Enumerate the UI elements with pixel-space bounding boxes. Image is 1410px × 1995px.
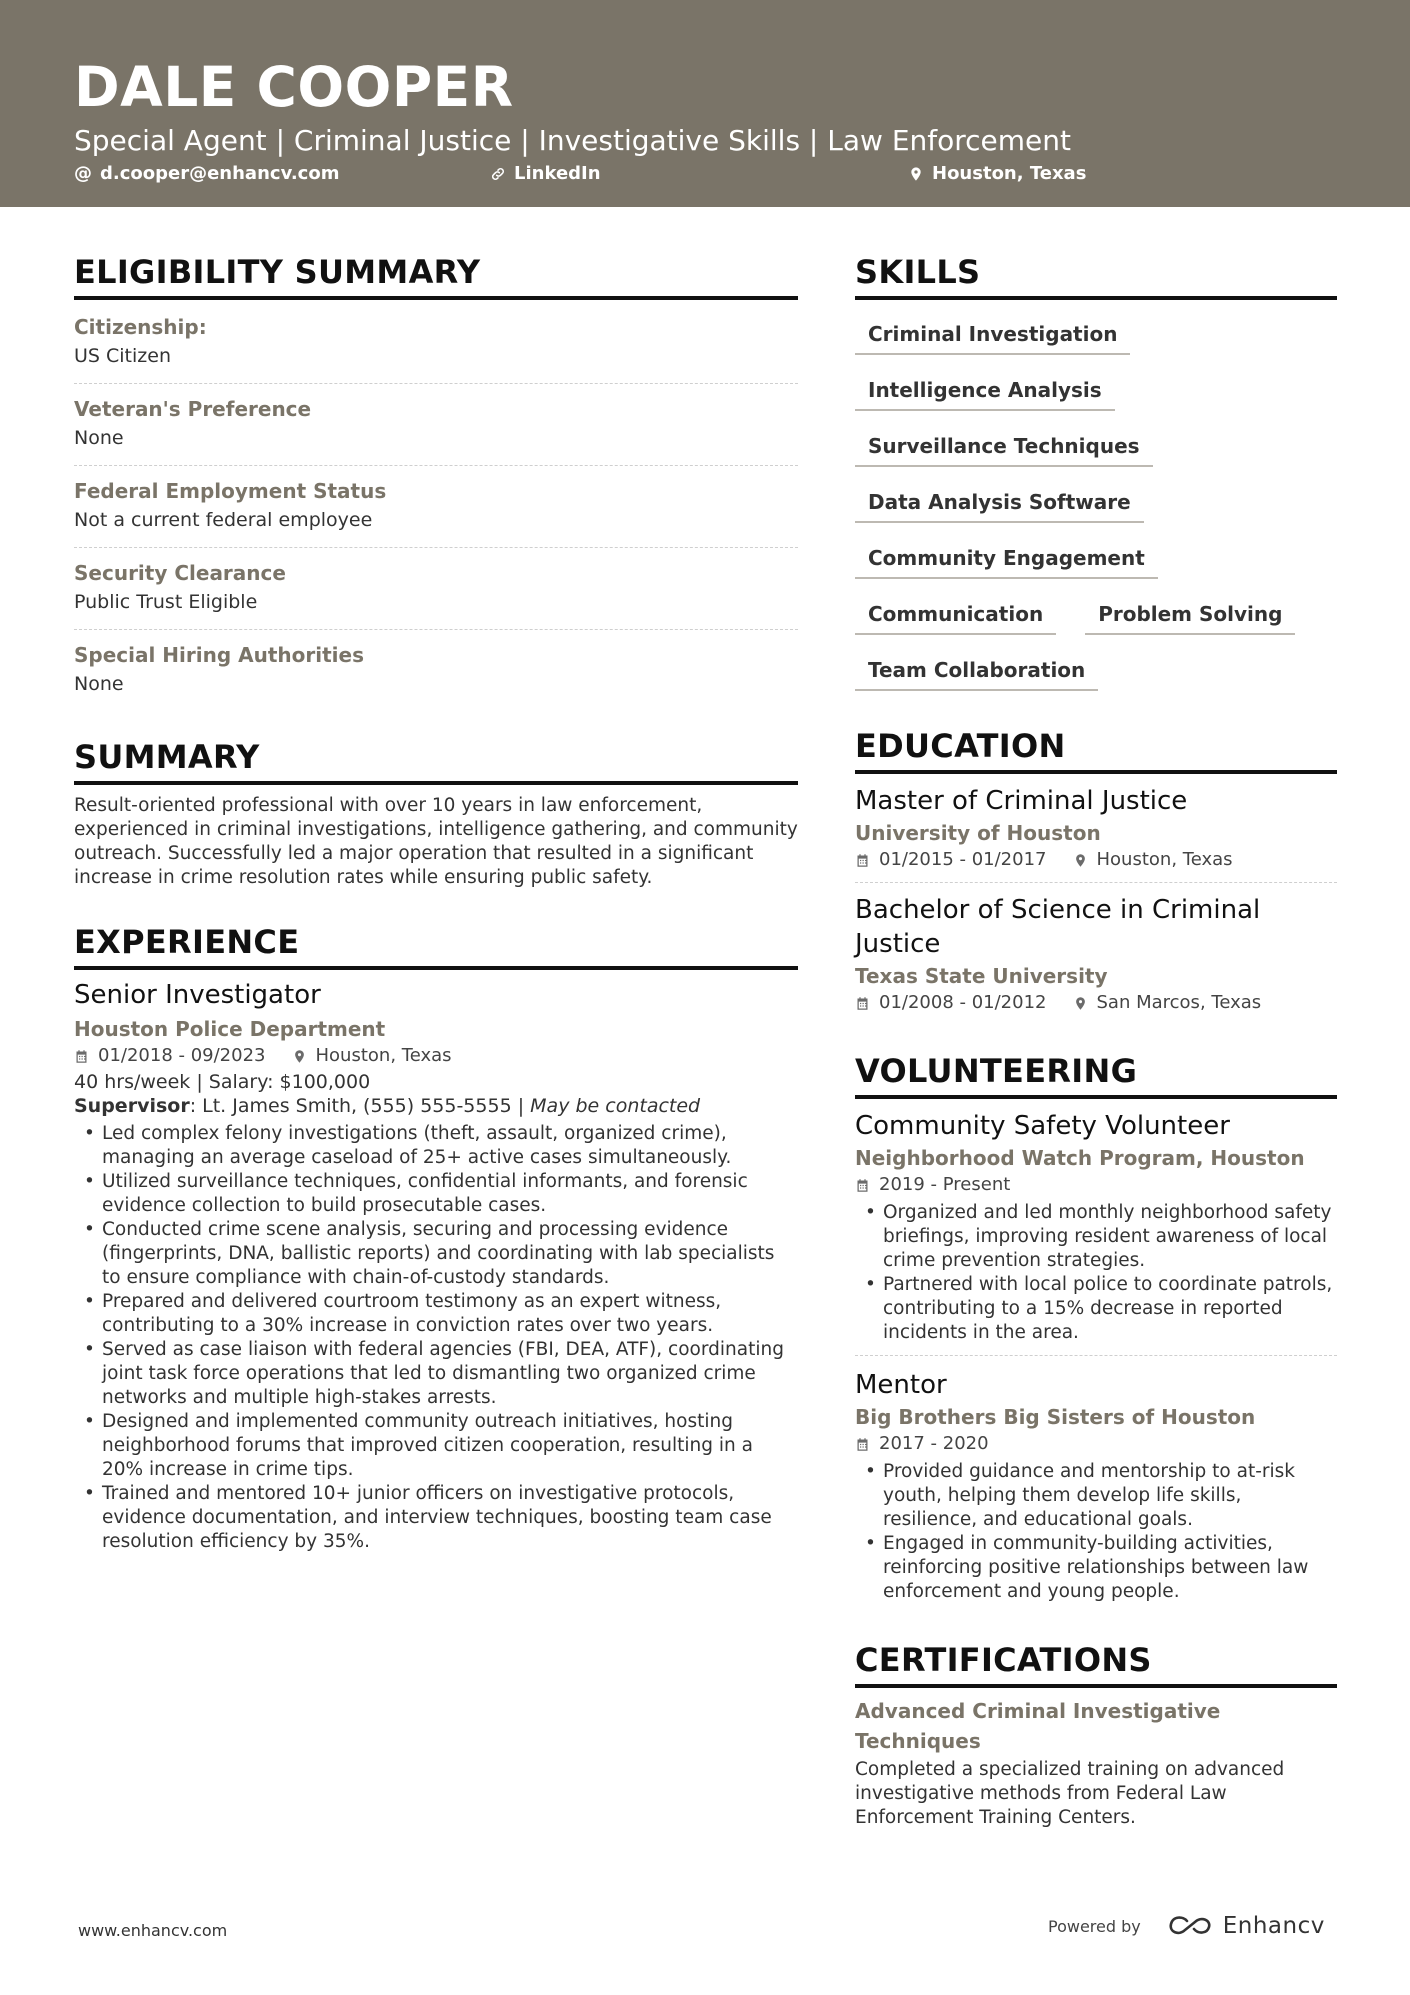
powered-by-text: Powered by xyxy=(1048,1916,1141,1936)
section-title: EXPERIENCE xyxy=(74,922,798,970)
certifications-section xyxy=(855,1640,1337,1830)
supervisor-label: Supervisor xyxy=(74,1095,190,1117)
education-section xyxy=(855,726,1337,1025)
eligibility-item xyxy=(74,548,798,630)
eligibility-item xyxy=(74,384,798,466)
email-text: d.cooper@enhancv.com xyxy=(100,163,340,184)
calendar-icon xyxy=(855,1437,870,1452)
certification-text: Completed a specialized training on advanced investigative methods from Federal Law Enforcement Training Centers. xyxy=(855,1759,1285,1828)
education-location: San Marcos, Texas xyxy=(1096,992,1262,1013)
education-item xyxy=(855,889,1337,1025)
experience-section xyxy=(74,922,798,1554)
education-item xyxy=(855,780,1337,883)
education-dates: 01/2015 - 01/2017 xyxy=(879,849,1047,870)
volunteer-dates: 2019 - Present xyxy=(879,1174,1011,1195)
skills-list xyxy=(855,300,1337,702)
skill-tag: Problem Solving xyxy=(1085,594,1295,635)
education-dates: 01/2008 - 01/2012 xyxy=(879,992,1047,1013)
eligibility-label: Special Hiring Authorities xyxy=(74,643,364,667)
volunteer-org: Neighborhood Watch Program, Houston xyxy=(855,1146,1305,1170)
certification-name: Advanced Criminal Investigative Techniques xyxy=(855,1699,1221,1753)
eligibility-value: None xyxy=(74,673,124,695)
candidate-title: Special Agent | Criminal Justice | Investigative Skills | Law Enforcement xyxy=(74,124,1071,157)
location-pin-icon xyxy=(1073,996,1088,1011)
education-meta xyxy=(855,991,1337,1015)
section-title: SKILLS xyxy=(855,252,1337,300)
job-title: Senior Investigator xyxy=(74,980,321,1010)
enhancv-logo-icon xyxy=(1167,1914,1213,1938)
skill-tag: Community Engagement xyxy=(855,538,1158,579)
eligibility-item xyxy=(74,630,798,711)
eligibility-value: None xyxy=(74,427,124,449)
volunteer-org: Big Brothers Big Sisters of Houston xyxy=(855,1405,1256,1429)
footer-website[interactable]: www.enhancv.com xyxy=(78,1921,228,1940)
footer-branding xyxy=(1048,1913,1325,1939)
volunteer-meta xyxy=(855,1432,1337,1456)
section-title: CERTIFICATIONS xyxy=(855,1640,1337,1688)
list-item: • Utilized surveillance techniques, confidential informants, and forensic evidence collection to build prosecutable cases. xyxy=(74,1170,798,1218)
brand-name: Enhancv xyxy=(1222,1913,1325,1939)
link-icon xyxy=(490,166,506,182)
volunteer-bullets xyxy=(855,1201,1337,1345)
list-item: • Served as case liaison with federal agencies (FBI, DEA, ATF), coordinating joint task force operations that led to dismantling two organized crime networks and multiple high-stakes arrests. xyxy=(74,1338,798,1410)
eligibility-value: US Citizen xyxy=(74,345,171,367)
contact-email[interactable] xyxy=(74,163,339,185)
contact-linkedin[interactable] xyxy=(490,163,601,185)
volunteer-dates: 2017 - 2020 xyxy=(879,1433,989,1454)
section-title: EDUCATION xyxy=(855,726,1337,774)
at-icon: @ xyxy=(74,163,92,184)
eligibility-section xyxy=(74,252,798,711)
list-item: • Prepared and delivered courtroom testimony as an expert witness, contributing to a 30% increase in conviction rates over two years. xyxy=(74,1290,798,1338)
candidate-name: DALE COOPER xyxy=(74,55,514,119)
volunteering-item xyxy=(855,1105,1337,1356)
list-item: • Partnered with local police to coordinate patrols, contributing to a 15% decrease in reported incidents in the area. xyxy=(855,1273,1337,1345)
employer-name: Houston Police Department xyxy=(74,1017,386,1041)
list-item: • Designed and implemented community outreach initiatives, hosting neighborhood forums that improved citizen cooperation, resulting in a 20% increase in crime tips. xyxy=(74,1410,798,1482)
eligibility-label: Federal Employment Status xyxy=(74,479,387,503)
job-meta xyxy=(74,1044,798,1068)
list-item: • Conducted crime scene analysis, securing and processing evidence (fingerprints, DNA, ballistic reports) and coordinating with lab specialists to ensure compliance with chain-of-custody standards. xyxy=(74,1218,798,1290)
linkedin-text: LinkedIn xyxy=(514,163,601,184)
volunteer-bullets xyxy=(855,1460,1337,1604)
skill-tag: Data Analysis Software xyxy=(855,482,1144,523)
supervisor-line xyxy=(74,1094,798,1118)
job-dates: 01/2018 - 09/2023 xyxy=(98,1045,266,1066)
volunteering-item xyxy=(855,1364,1337,1614)
school-name: University of Houston xyxy=(855,821,1101,845)
degree-name: Bachelor of Science in Criminal Justice xyxy=(855,895,1261,959)
eligibility-label: Citizenship: xyxy=(74,315,207,339)
list-item: • Organized and led monthly neighborhood safety briefings, improving resident awareness of local crime prevention strategies. xyxy=(855,1201,1337,1273)
job-bullets xyxy=(74,1122,798,1554)
skill-tag: Intelligence Analysis xyxy=(855,370,1115,411)
education-meta xyxy=(855,848,1337,872)
location-text: Houston, Texas xyxy=(932,163,1087,184)
right-column xyxy=(855,252,1337,1830)
volunteer-role: Community Safety Volunteer xyxy=(855,1111,1230,1141)
list-item: • Engaged in community-building activities, reinforcing positive relationships between law enforcement and young people. xyxy=(855,1532,1337,1604)
calendar-icon xyxy=(855,996,870,1011)
eligibility-value: Not a current federal employee xyxy=(74,509,373,531)
calendar-icon xyxy=(855,853,870,868)
supervisor-value: : Lt. James Smith, (555) 555-5555 | xyxy=(189,1095,531,1117)
eligibility-item xyxy=(74,466,798,548)
skill-tag: Surveillance Techniques xyxy=(855,426,1153,467)
list-item: • Provided guidance and mentorship to at-risk youth, helping them develop life skills, resilience, and educational goals. xyxy=(855,1460,1337,1532)
section-title: VOLUNTEERING xyxy=(855,1051,1337,1099)
education-location: Houston, Texas xyxy=(1096,849,1233,870)
location-pin-icon xyxy=(292,1049,307,1064)
job-location: Houston, Texas xyxy=(315,1045,452,1066)
skill-tag: Criminal Investigation xyxy=(855,314,1130,355)
section-title: SUMMARY xyxy=(74,737,798,785)
summary-text: Result-oriented professional with over 10 years in law enforcement, experienced in criminal investigations, intelligence gathering, and community outreach. Successfully led a major operation that resulted in a significant increase in crime resolution rates while ensuring public safety. xyxy=(74,795,798,888)
summary-section xyxy=(74,737,798,890)
skills-section xyxy=(855,252,1337,702)
brand-logo[interactable] xyxy=(1167,1913,1325,1939)
location-pin-icon xyxy=(1073,853,1088,868)
eligibility-label: Veteran's Preference xyxy=(74,397,312,421)
degree-name: Master of Criminal Justice xyxy=(855,786,1188,816)
section-title: ELIGIBILITY SUMMARY xyxy=(74,252,798,300)
list-item: • Trained and mentored 10+ junior officers on investigative protocols, evidence documentation, and interview techniques, boosting team case resolution efficiency by 35%. xyxy=(74,1482,798,1554)
contact-location xyxy=(908,163,1086,185)
school-name: Texas State University xyxy=(855,964,1108,988)
hours-salary: 40 hrs/week | Salary: $100,000 xyxy=(74,1071,371,1093)
eligibility-label: Security Clearance xyxy=(74,561,286,585)
list-item: • Led complex felony investigations (theft, assault, organized crime), managing an average caseload of 25+ active cases simultaneously. xyxy=(74,1122,798,1170)
calendar-icon xyxy=(74,1049,89,1064)
location-pin-icon xyxy=(908,166,924,182)
eligibility-value: Public Trust Eligible xyxy=(74,591,258,613)
supervisor-contact: May be contacted xyxy=(530,1095,701,1117)
resume-header xyxy=(0,0,1410,207)
eligibility-item xyxy=(74,302,798,384)
left-column xyxy=(74,252,798,1554)
volunteer-meta xyxy=(855,1173,1337,1197)
calendar-icon xyxy=(855,1178,870,1193)
volunteering-section xyxy=(855,1051,1337,1614)
skill-tag: Team Collaboration xyxy=(855,650,1098,691)
skill-tag: Communication xyxy=(855,594,1056,635)
volunteer-role: Mentor xyxy=(855,1370,947,1400)
